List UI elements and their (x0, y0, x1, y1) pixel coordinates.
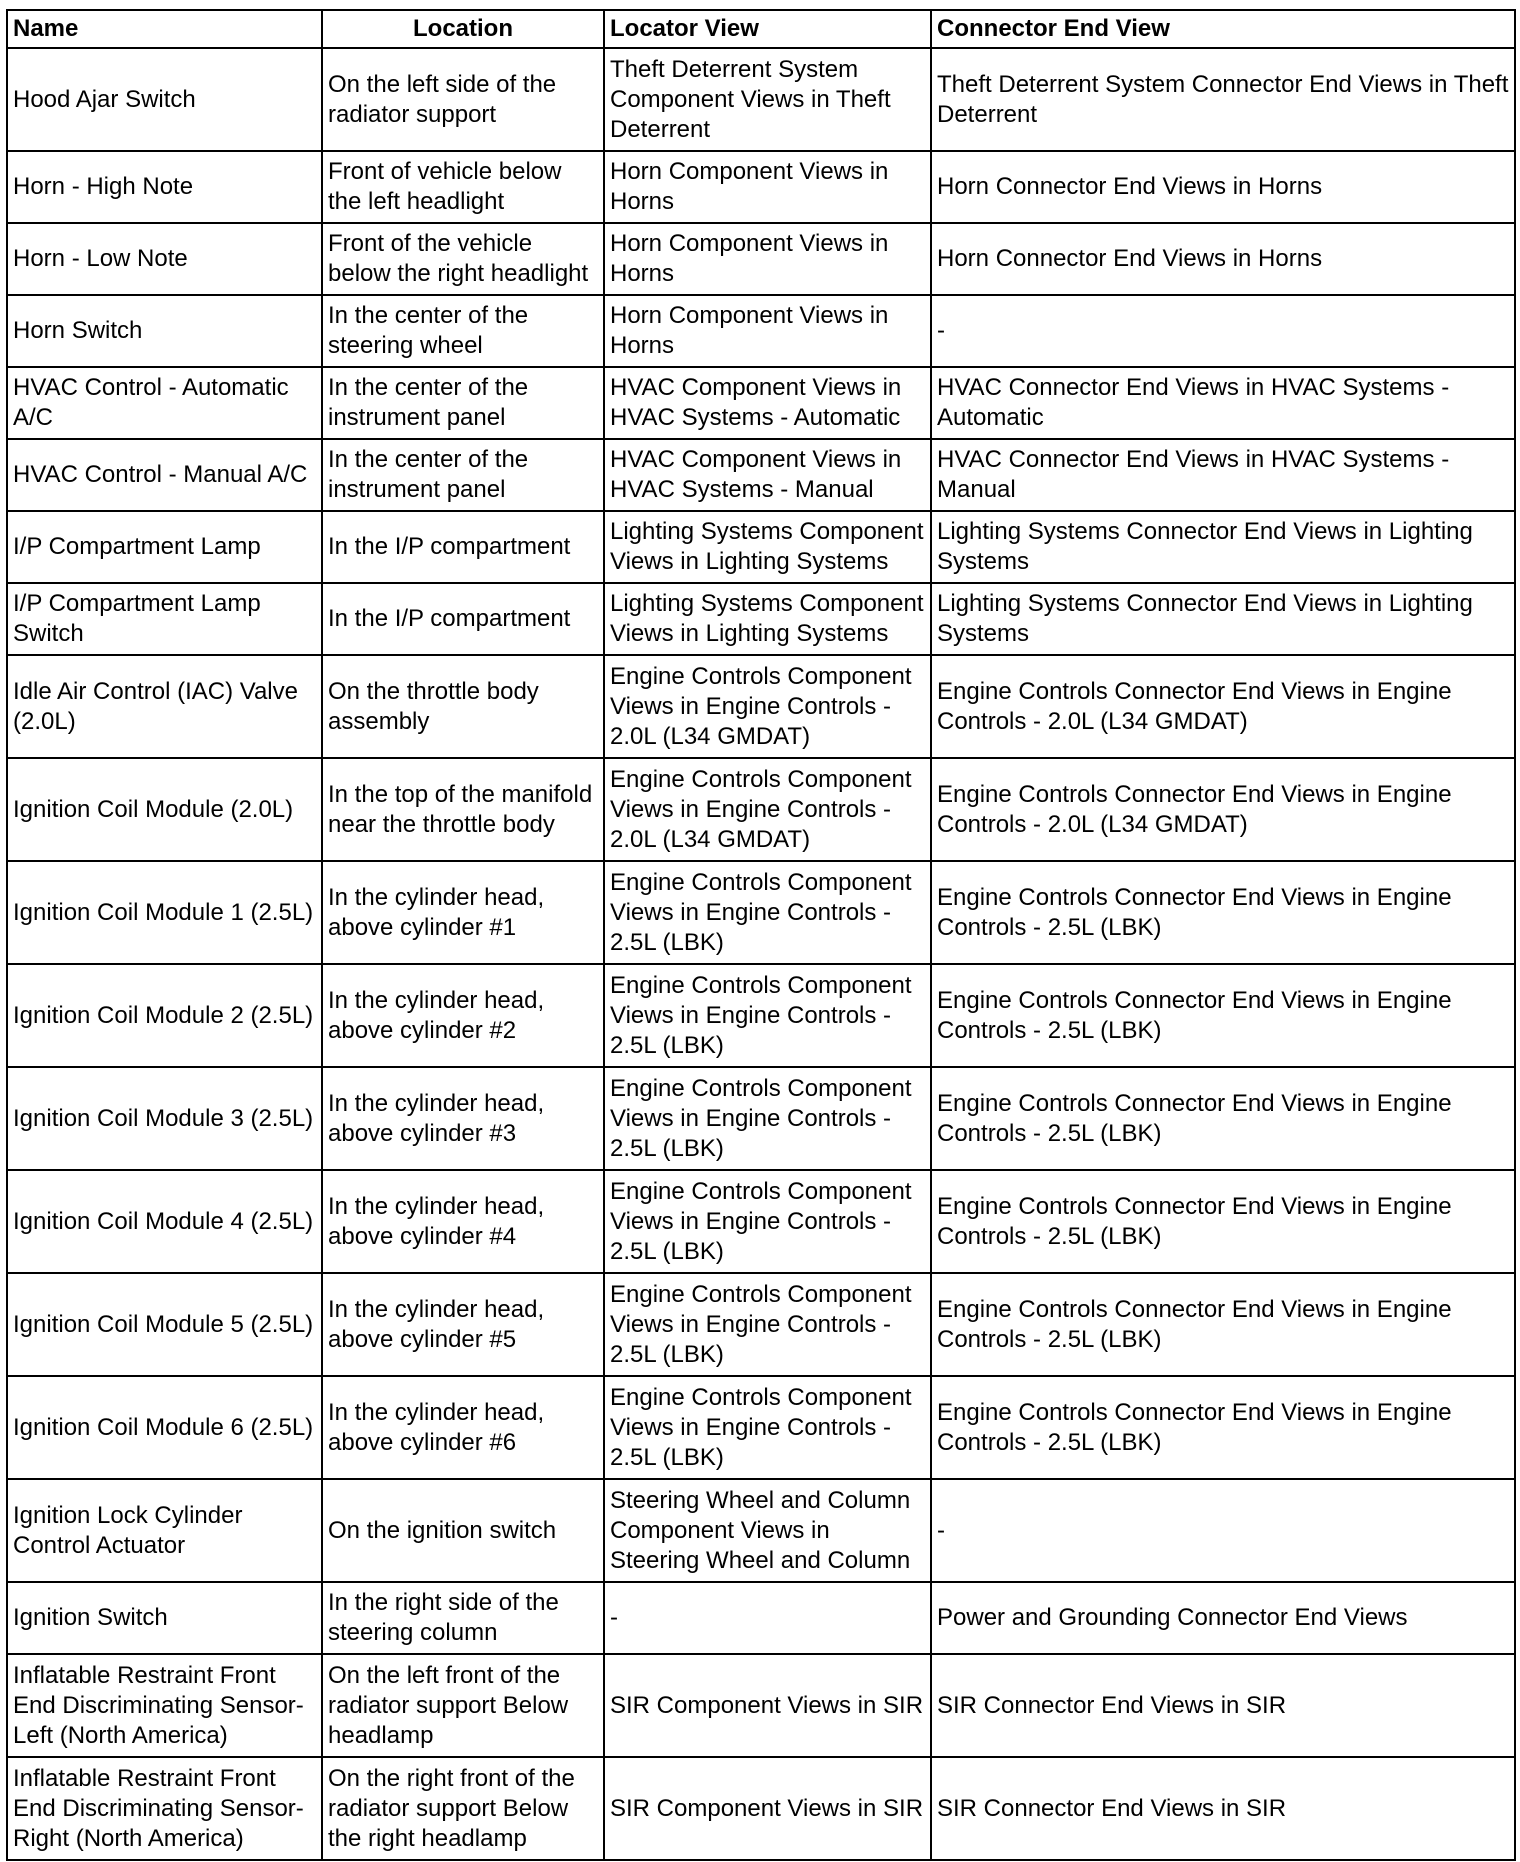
cell-location: On the left side of the radiator support (322, 48, 604, 151)
cell-location: In the right side of the steering column (322, 1582, 604, 1654)
cell-location: In the center of the instrument panel (322, 367, 604, 439)
cell-name: Ignition Coil Module 2 (2.5L) (7, 964, 322, 1067)
cell-name: Ignition Switch (7, 1582, 322, 1654)
table-row (7, 151, 1515, 223)
cell-location: In the I/P compartment (322, 511, 604, 583)
table-row (7, 295, 1515, 367)
cell-connector-end-view: Horn Connector End Views in Horns (931, 223, 1515, 295)
cell-name: HVAC Control - Manual A/C (7, 439, 322, 511)
cell-location: In the cylinder head, above cylinder #6 (322, 1376, 604, 1479)
table-row (7, 1067, 1515, 1170)
cell-connector-end-view: HVAC Connector End Views in HVAC Systems - Manual (931, 439, 1515, 511)
cell-connector-end-view: Engine Controls Connector End Views in Engine Controls - 2.0L (L34 GMDAT) (931, 655, 1515, 758)
cell-location: In the cylinder head, above cylinder #3 (322, 1067, 604, 1170)
cell-name: Ignition Coil Module 4 (2.5L) (7, 1170, 322, 1273)
cell-connector-end-view: Power and Grounding Connector End Views (931, 1582, 1515, 1654)
cell-locator-view: Lighting Systems Component Views in Lighting Systems (604, 583, 931, 655)
cell-locator-view: Lighting Systems Component Views in Lighting Systems (604, 511, 931, 583)
header-name: Name (7, 10, 322, 48)
cell-location: In the cylinder head, above cylinder #4 (322, 1170, 604, 1273)
cell-locator-view: Horn Component Views in Horns (604, 151, 931, 223)
table-row (7, 223, 1515, 295)
cell-location: Front of vehicle below the left headlight (322, 151, 604, 223)
cell-location: In the cylinder head, above cylinder #5 (322, 1273, 604, 1376)
cell-locator-view: Engine Controls Component Views in Engine Controls - 2.5L (LBK) (604, 1170, 931, 1273)
cell-connector-end-view: Engine Controls Connector End Views in Engine Controls - 2.5L (LBK) (931, 1067, 1515, 1170)
cell-connector-end-view: Horn Connector End Views in Horns (931, 151, 1515, 223)
cell-locator-view: Steering Wheel and Column Component Views in Steering Wheel and Column (604, 1479, 931, 1582)
cell-name: Hood Ajar Switch (7, 48, 322, 151)
cell-locator-view: Engine Controls Component Views in Engine Controls - 2.5L (LBK) (604, 964, 931, 1067)
cell-connector-end-view: Engine Controls Connector End Views in Engine Controls - 2.5L (LBK) (931, 1273, 1515, 1376)
cell-name: Inflatable Restraint Front End Discriminating Sensor-Left (North America) (7, 1654, 322, 1757)
cell-location: On the ignition switch (322, 1479, 604, 1582)
cell-name: I/P Compartment Lamp (7, 511, 322, 583)
table-row (7, 48, 1515, 151)
table-row (7, 1757, 1515, 1860)
cell-connector-end-view: HVAC Connector End Views in HVAC Systems - Automatic (931, 367, 1515, 439)
table-row (7, 861, 1515, 964)
cell-connector-end-view: Engine Controls Connector End Views in Engine Controls - 2.0L (L34 GMDAT) (931, 758, 1515, 861)
cell-locator-view: Engine Controls Component Views in Engine Controls - 2.0L (L34 GMDAT) (604, 758, 931, 861)
component-locator-table-container (6, 9, 1514, 1861)
cell-locator-view: Engine Controls Component Views in Engine Controls - 2.5L (LBK) (604, 1067, 931, 1170)
cell-connector-end-view: Engine Controls Connector End Views in Engine Controls - 2.5L (LBK) (931, 1170, 1515, 1273)
cell-connector-end-view: Lighting Systems Connector End Views in Lighting Systems (931, 511, 1515, 583)
cell-name: Ignition Coil Module 3 (2.5L) (7, 1067, 322, 1170)
table-row (7, 1654, 1515, 1757)
table-row (7, 367, 1515, 439)
cell-name: Ignition Coil Module 5 (2.5L) (7, 1273, 322, 1376)
cell-name: Inflatable Restraint Front End Discriminating Sensor-Right (North America) (7, 1757, 322, 1860)
cell-name: Idle Air Control (IAC) Valve (2.0L) (7, 655, 322, 758)
cell-connector-end-view: Theft Deterrent System Connector End Views in Theft Deterrent (931, 48, 1515, 151)
cell-connector-end-view: - (931, 1479, 1515, 1582)
header-locator-view: Locator View (604, 10, 931, 48)
header-location: Location (322, 10, 604, 48)
cell-name: Horn - High Note (7, 151, 322, 223)
header-connector-end-view: Connector End View (931, 10, 1515, 48)
cell-connector-end-view: Engine Controls Connector End Views in Engine Controls - 2.5L (LBK) (931, 964, 1515, 1067)
cell-locator-view: HVAC Component Views in HVAC Systems - Automatic (604, 367, 931, 439)
table-row (7, 964, 1515, 1067)
table-row (7, 1582, 1515, 1654)
cell-connector-end-view: SIR Connector End Views in SIR (931, 1757, 1515, 1860)
cell-name: Horn - Low Note (7, 223, 322, 295)
table-row (7, 1170, 1515, 1273)
cell-connector-end-view: - (931, 295, 1515, 367)
table-row (7, 1376, 1515, 1479)
table-row (7, 1479, 1515, 1582)
table-row (7, 758, 1515, 861)
cell-connector-end-view: Lighting Systems Connector End Views in Lighting Systems (931, 583, 1515, 655)
cell-location: In the center of the steering wheel (322, 295, 604, 367)
cell-name: Horn Switch (7, 295, 322, 367)
cell-location: On the right front of the radiator support Below the right headlamp (322, 1757, 604, 1860)
cell-location: In the cylinder head, above cylinder #1 (322, 861, 604, 964)
cell-connector-end-view: Engine Controls Connector End Views in Engine Controls - 2.5L (LBK) (931, 861, 1515, 964)
cell-location: On the throttle body assembly (322, 655, 604, 758)
cell-location: On the left front of the radiator support Below headlamp (322, 1654, 604, 1757)
cell-name: HVAC Control - Automatic A/C (7, 367, 322, 439)
cell-location: Front of the vehicle below the right headlight (322, 223, 604, 295)
cell-location: In the cylinder head, above cylinder #2 (322, 964, 604, 1067)
table-row (7, 439, 1515, 511)
cell-locator-view: Horn Component Views in Horns (604, 295, 931, 367)
cell-name: Ignition Coil Module 6 (2.5L) (7, 1376, 322, 1479)
cell-name: Ignition Coil Module 1 (2.5L) (7, 861, 322, 964)
cell-locator-view: Horn Component Views in Horns (604, 223, 931, 295)
cell-locator-view: Engine Controls Component Views in Engine Controls - 2.5L (LBK) (604, 1376, 931, 1479)
cell-name: Ignition Lock Cylinder Control Actuator (7, 1479, 322, 1582)
table-row (7, 655, 1515, 758)
cell-locator-view: SIR Component Views in SIR (604, 1757, 931, 1860)
cell-connector-end-view: SIR Connector End Views in SIR (931, 1654, 1515, 1757)
cell-locator-view: - (604, 1582, 931, 1654)
cell-locator-view: SIR Component Views in SIR (604, 1654, 931, 1757)
cell-location: In the top of the manifold near the throttle body (322, 758, 604, 861)
table-row (7, 583, 1515, 655)
cell-locator-view: Engine Controls Component Views in Engine Controls - 2.0L (L34 GMDAT) (604, 655, 931, 758)
cell-locator-view: Engine Controls Component Views in Engine Controls - 2.5L (LBK) (604, 1273, 931, 1376)
cell-location: In the center of the instrument panel (322, 439, 604, 511)
cell-locator-view: HVAC Component Views in HVAC Systems - Manual (604, 439, 931, 511)
cell-locator-view: Engine Controls Component Views in Engine Controls - 2.5L (LBK) (604, 861, 931, 964)
cell-location: In the I/P compartment (322, 583, 604, 655)
table-row (7, 1273, 1515, 1376)
cell-locator-view: Theft Deterrent System Component Views in Theft Deterrent (604, 48, 931, 151)
cell-name: Ignition Coil Module (2.0L) (7, 758, 322, 861)
table-row (7, 511, 1515, 583)
cell-name: I/P Compartment Lamp Switch (7, 583, 322, 655)
cell-connector-end-view: Engine Controls Connector End Views in Engine Controls - 2.5L (LBK) (931, 1376, 1515, 1479)
table-header-row (7, 10, 1515, 48)
component-locator-table (6, 9, 1516, 1861)
